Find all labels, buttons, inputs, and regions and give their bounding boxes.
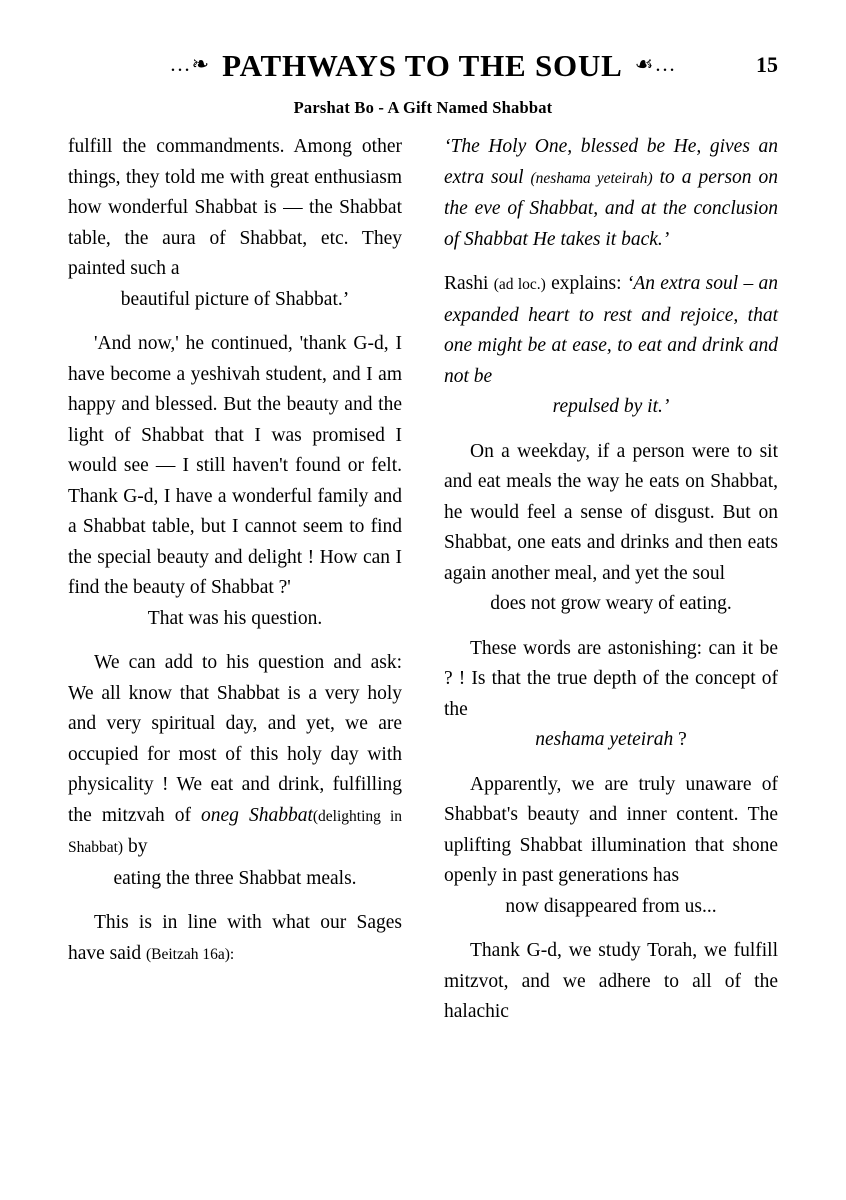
paragraph-these-words-astonishing [444, 634, 778, 756]
rashi-lead: Rashi [444, 273, 494, 294]
page-header [68, 44, 778, 96]
paragraph-text: Thank G-d, we study Torah, we fulfill mitzvot, and we adhere to all of the halachic [444, 940, 778, 1022]
header-title-line [68, 44, 778, 88]
page-number: 15 [756, 52, 778, 77]
paragraph-text-post: ? [673, 729, 687, 750]
quote-open-text: ‘The Holy One, blessed be He, gives an extra soul [444, 136, 778, 188]
paragraph-fulfill-commandments [68, 132, 402, 315]
paragraph-text: Apparently, we are truly unaware of Shabbat's beauty and inner content. The uplifting Shabbat illumination that shone openly in past generations has [444, 773, 778, 886]
paragraph-text: This is in line with what our Sages have said [68, 912, 402, 964]
ad-loc-note: (ad loc.) [493, 276, 546, 293]
parenthetical-gloss: (delighting in Shabbat) [68, 807, 403, 856]
paragraph-and-now-he-continued [68, 329, 402, 634]
paragraph-text-post: by [123, 836, 148, 857]
paragraph-tail: beautiful picture of Shabbat.’ [120, 288, 350, 310]
ornament-right-icon: ☙… [634, 51, 677, 76]
paragraph-on-a-weekday [444, 437, 778, 620]
ornament-left-icon: …❧ [169, 51, 211, 76]
paragraph-text-pre: These words are astonishing: can it be ? ! Is that the true depth of the concept of the [444, 637, 778, 720]
paragraph-text: fulfill the commandments. Among other things, they told me with great enthusiasm how wonderful Shabbat is — the Shabbat table, the aura of Shabbat, etc. They painted such a [68, 136, 402, 279]
book-title: PATHWAYS TO THE SOUL [222, 48, 623, 83]
paragraph-apparently-unaware [444, 770, 778, 923]
paragraph-tail: eating the three Shabbat meals. [113, 867, 357, 889]
right-column [444, 132, 778, 1042]
paragraph-text-pre: We can add to his question and ask: We all know that Shabbat is a very holy and very spiritual day, and yet, we are occupied for most of this holy day with physicality ! We eat and drink, fulfilling the mitzvah of [68, 652, 402, 826]
rashi-quote-text: ‘An extra soul – an expanded heart to rest and rejoice, that one might be at ease, to eat and drink and not be [444, 273, 779, 387]
paragraph-tail: That was his question. [147, 607, 323, 629]
paragraph-tail: does not grow weary of eating. [490, 593, 732, 614]
paragraph-text: On a weekday, if a person were to sit and eat meals the way he eats on Shabbat, he would feel a sense of disgust. But on Shabbat, one eats and drinks and then eats again another meal, and yet the soul [444, 440, 778, 584]
italic-term-oneg-shabbat: oneg Shabbat [201, 804, 313, 826]
paragraph-tail: now disappeared from us... [505, 895, 717, 917]
italic-term-neshama-yeteirah: neshama yeteirah [535, 729, 674, 750]
rashi-quote-tail: repulsed by it.’ [552, 396, 670, 417]
transliteration-note: (neshama yeteirah) [530, 169, 653, 187]
paragraph-thank-gd-we-study [444, 936, 778, 1028]
paragraph-tail [444, 725, 778, 756]
quote-continued-text: to a person on the eve of Shabbat, and at the conclusion of Shabbat He takes it back.’ [444, 166, 779, 250]
paragraph-this-is-in-line [68, 908, 402, 970]
paragraph-we-can-add [68, 648, 402, 894]
two-column-body [68, 132, 778, 1042]
left-column [68, 132, 402, 1042]
blockquote-extra-soul [444, 132, 778, 255]
source-citation: (Beitzah 16a): [145, 945, 235, 963]
page-subtitle: Parshat Bo - A Gift Named Shabbat [293, 98, 553, 117]
explains-word: explains: [545, 273, 627, 294]
paragraph-text: 'And now,' he continued, 'thank G-d, I have become a yeshivah student, and I am happy and blessed. But the beauty and the light of Shabbat that I was promised I would see — I still haven't found or felt. Thank G-d, I have a wonderful family and a Shabbat table, but I cannot seem to find the special beauty and delight ! How can I find the beauty of Shabbat ?' [68, 333, 402, 598]
paragraph-rashi-explains [444, 269, 778, 423]
